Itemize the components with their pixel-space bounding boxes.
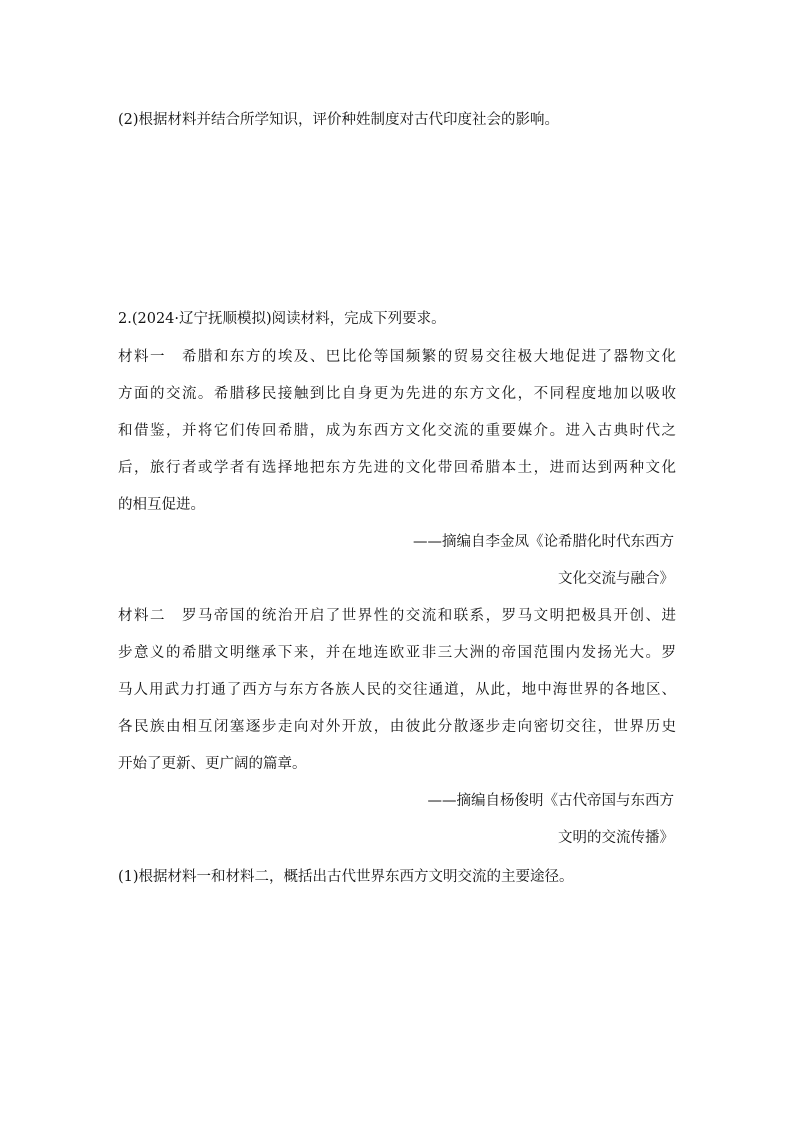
material-2-line: 开始了更新、更广阔的篇章。: [118, 756, 307, 772]
material-1-line: 的相互促进。: [118, 497, 205, 513]
material-1-line: 材料一 希腊和东方的埃及、巴比伦等国频繁的贸易交往极大地促进了器物文化: [118, 349, 676, 365]
previous-question-part-2: (2)根据材料并结合所学知识，评价种姓制度对古代印度社会的影响。: [118, 112, 560, 128]
material-2-source: 文明的交流传播》: [558, 830, 674, 846]
material-2-line: 各民族由相互闭塞逐步走向对外开放，由彼此分散逐步走向密切交往，世界历史: [118, 719, 676, 735]
material-2-line: 马人用武力打通了西方与东方各族人民的交往通道，从此，地中海世界的各地区、: [118, 682, 676, 698]
material-2-source: ——摘编自杨俊明《古代帝国与东西方: [427, 793, 674, 809]
material-1-line: 后，旅行者或学者有选择地把东方先进的文化带回希腊本土，进而达到两种文化: [118, 460, 676, 476]
material-1-line: 和借鉴，并将它们传回希腊，成为东西方文化交流的重要媒介。进入古典时代之: [118, 423, 676, 439]
question-2-header: 2.(2024·辽宁抚顺模拟)阅读材料，完成下列要求。: [118, 311, 446, 327]
material-2-line: 步意义的希腊文明继承下来，并在地连欧亚非三大洲的帝国范围内发扬光大。罗: [118, 645, 676, 661]
material-2-line: 材料二 罗马帝国的统治开启了世界性的交流和联系，罗马文明把极具开创、进: [118, 608, 676, 624]
question-2-part-1: (1)根据材料一和材料二，概括出古代世界东西方文明交流的主要途径。: [118, 869, 574, 885]
material-1-source: 文化交流与融合》: [558, 571, 674, 587]
material-1-source: ——摘编自李金凤《论希腊化时代东西方: [413, 534, 674, 550]
material-1-line: 方面的交流。希腊移民接触到比自身更为先进的东方文化，不同程度地加以吸收: [118, 386, 676, 402]
